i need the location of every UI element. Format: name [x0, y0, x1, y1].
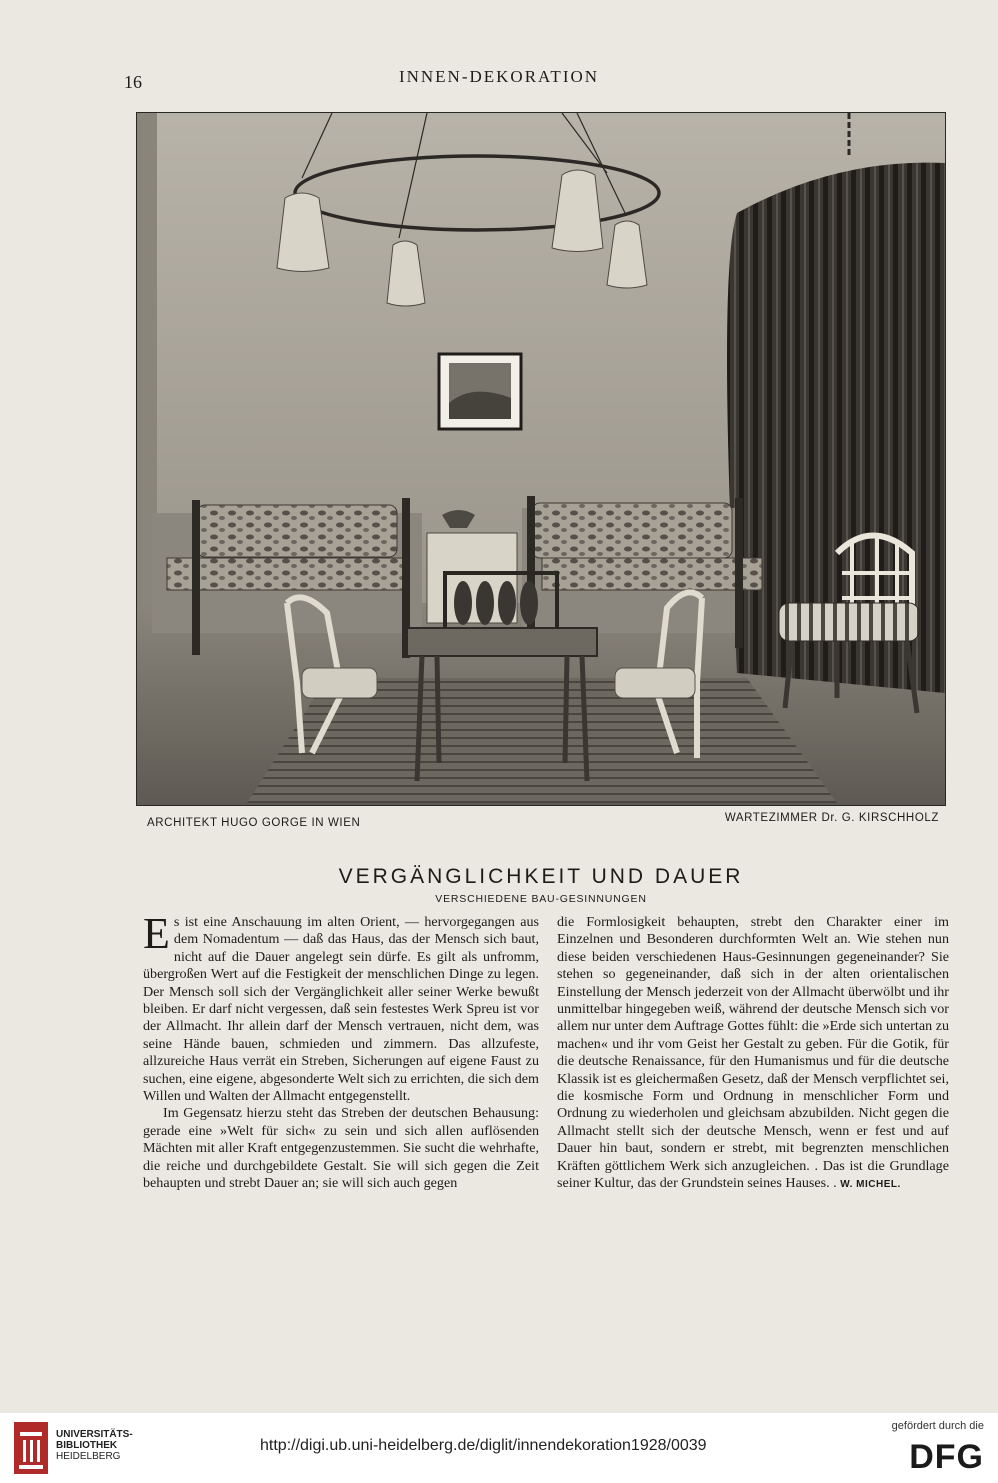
- paragraph-text: s ist eine Anschauung im alten Orient, — hervorgegangen aus dem Nomadentum — daß das Haus, das der Mensch sich baut, nicht auf die Dauer angelegt sein dürfe. Es gilt als unfromm, übergroßen Wert auf die Festigkeit der menschlichen Dinge zu legen. Der Mensch soll sich der Vergänglichkeit aller seiner Werke bewußt bleiben. Er darf nicht vergessen, daß sein festestes Werk Spreu ist vor der Allmacht. Ihr allein darf der Mensch vertrauen, nicht dem, was seine Hände bauen, schmieden und zimmern. Das allzufeste, allzureiche Haus verrät ein Streben, Sicherungen auf eigene Faust zu suchen, eine eigene, abgesonderte Welt sich zu errichten, die sich dem Willen und Walten der Allmacht entgegenstellt.: [143, 914, 539, 1105]
- running-head: INNEN-DEKORATION: [398, 67, 600, 86]
- funding-note: gefördert durch die: [891, 1420, 984, 1432]
- dfg-logo: DFG: [909, 1438, 984, 1476]
- author-signature: W. MICHEL.: [840, 1179, 901, 1191]
- interior-photograph: [137, 113, 945, 805]
- source-url-link[interactable]: http://digi.ub.uni-heidelberg.de/diglit/innendekoration1928/0039: [260, 1437, 707, 1454]
- waiting-room-scene: [137, 113, 945, 805]
- library-name-line: HEIDELBERG: [56, 1451, 121, 1462]
- article-subtitle: VERSCHIEDENE BAU-GESINNUNGEN: [435, 893, 647, 905]
- drop-cap: E: [143, 909, 170, 958]
- library-name-line: BIBLIOTHEK: [56, 1440, 118, 1451]
- paragraph: [557, 914, 949, 1194]
- figure-caption-architect: ARCHITEKT HUGO GORGE IN WIEN: [147, 817, 361, 829]
- library-name: [56, 1429, 133, 1462]
- article-title: VERGÄNGLICHKEIT UND DAUER: [338, 865, 744, 888]
- library-name-line: UNIVERSITÄTS-: [56, 1429, 133, 1440]
- page-number: 16: [124, 72, 142, 92]
- university-library-logo-icon: [14, 1422, 48, 1474]
- paragraph-text: die Formlosigkeit behaupten, strebt den Charakter einer im Einzelnen und Besonderen durchformten Welt an. Wie stehen nun diese beiden verschiedenen Haus-Gesinnungen gegeneinander? Sie stehen so gegeneinander, daß sich in der alten orientalischen Einstellung der Mensch jederzeit von der Allmacht überwölbt und ihr unmittelbar hingegeben weiß, während der deutsche Mensch sich vor allem nur unter dem Auftrage Gottes fühlt: die »Erde sich untertan zu machen« und ihr vom Geist her Gestalt zu geben. Für die Gotik, für die deutsche Renaissance, für den Humanismus und für die deutsche Klassik ist es gleichermaßen Gesetz, daß der Mensch verpflichtet sei, die kosmische Form und Ordnung in menschlicher Form und Ordnung zu wiederholen und gleichsam abzubilden. Nicht gegen die Allmacht stellt sich der deutsche Mensch, wenn er fest und auf Dauer hin baut, sondern er strebt, mit begrenzten menschlichen Kräften göttlichem Werk sich anzugleichen. . Das ist die Grundlage seiner Kultur, das der Grundstein seines Hauses. .: [557, 914, 949, 1192]
- text-column-right: [557, 914, 949, 1194]
- paragraph: [143, 909, 539, 1105]
- figure-caption-room: WARTEZIMMER Dr. G. KIRSCHHOLZ: [724, 812, 939, 824]
- paragraph: Im Gegensatz hierzu steht das Streben der deutschen Behausung: gerade eine »Welt für sich« zu sein und sich allen auflösenden Mächten mit aller Kraft entgegenzustemmen. Sie sucht die wehrhafte, die reiche und durchgebildete Gestalt. Sie will sich gegen die Zeit behaupten und strebt Dauer an; sie will sich auch gegen: [143, 1105, 539, 1192]
- digitization-footer: [0, 1413, 998, 1483]
- text-column-left: [143, 909, 539, 1193]
